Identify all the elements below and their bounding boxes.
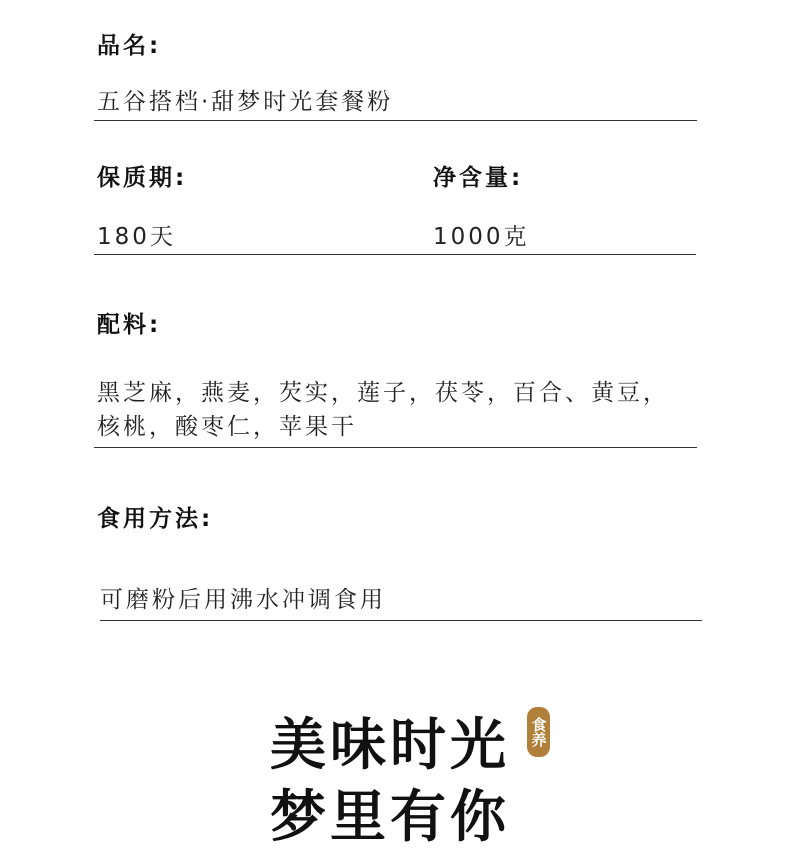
slogan-line-1: 美味时光: [270, 713, 510, 778]
divider: [94, 447, 697, 448]
divider: [94, 254, 696, 255]
seal-stamp: 食养: [527, 707, 550, 757]
shelf-life-value: 180天: [97, 224, 176, 250]
usage-label: 食用方法:: [97, 506, 214, 532]
slogan-line-2: 梦里有你: [270, 785, 510, 850]
divider: [100, 620, 702, 621]
ingredients-line-2: 核桃，酸枣仁，苹果干: [97, 414, 357, 440]
ingredients-label: 配料:: [97, 312, 162, 338]
net-content-value: 1000克: [433, 224, 530, 250]
usage-value: 可磨粉后用沸水冲调食用: [100, 587, 386, 613]
net-content-label: 净含量:: [433, 165, 524, 191]
product-name-label: 品名:: [97, 33, 162, 59]
product-name-value: 五谷搭档·甜梦时光套餐粉: [97, 89, 394, 115]
ingredients-line-1: 黑芝麻，燕麦，芡实，莲子，茯苓，百合、黄豆，: [97, 380, 669, 406]
shelf-life-label: 保质期:: [97, 165, 188, 191]
divider: [94, 120, 697, 121]
